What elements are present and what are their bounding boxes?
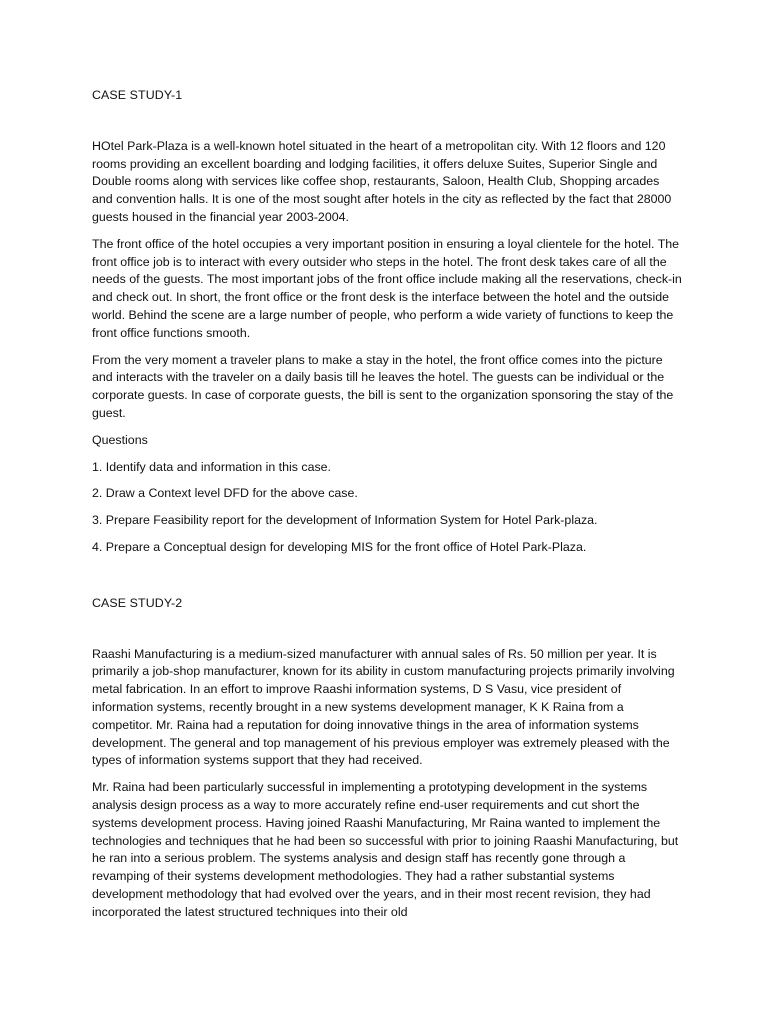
- question-4: 4. Prepare a Conceptual design for developing MIS for the front office of Hotel Park-Plaza.: [92, 539, 587, 554]
- case1-paragraph-3: From the very moment a traveler plans to make a stay in the hotel, the front office comes into the picture and interacts with the traveler on a daily basis till he leaves the hotel. The guests can be individual or the corporate guests. In case of corporate guests, the bill is sent to the organization sponsoring the stay of the guest.: [92, 352, 674, 420]
- case1-paragraph-2: The front office of the hotel occupies a very important position in ensuring a loyal clientele for the hotel. The front office job is to interact with every outsider who steps in the hotel. The front desk takes care of all the needs of the guests. The most important jobs of the front office include making all the reservations, check-in and check out. In short, the front office or the front desk is the interface between the hotel and the outside world. Behind the scene are a large number of people, who perform a wide variety of functions to keep the front office functions smooth.: [92, 236, 682, 340]
- question-2: 2. Draw a Context level DFD for the above case.: [92, 486, 358, 501]
- case2-paragraph-1: Raashi Manufacturing is a medium-sized manufacturer with annual sales of Rs. 50 million per year. It is primarily a job-shop manufacturer, known for its ability in custom manufacturing projects primarily involving metal fabrication. In an effort to improve Raashi information systems, D S Vasu, vice president of information systems, recently brought in a new systems development manager, K K Raina from a competitor. Mr. Raina had a reputation for doing innovative things in the area of information systems development. The general and top management of his previous employer was extremely pleased with the types of information systems support that they had received.: [92, 646, 675, 768]
- question-3: 3. Prepare Feasibility report for the development of Information System for Hotel Park-plaza.: [92, 513, 598, 528]
- question-1: 1. Identify data and information in this case.: [92, 459, 332, 474]
- case-study-2-heading: CASE STUDY-2: [92, 595, 183, 610]
- case2-paragraph-2: Mr. Raina had been particularly successful in implementing a prototyping development in the systems analysis design process as a way to more accurately refine end-user requirements and cut short the systems development process. Having joined Raashi Manufacturing, Mr Raina wanted to implement the technologies and techniques that he had been so successful with prior to joining Raashi Manufacturing, but he ran into a serious problem. The systems analysis and design staff has recently gone through a revamping of their systems development methodologies. They had a rather substantial systems development methodology that had evolved over the years, and in their most recent revision, they had incorporated the latest structured techniques into their old: [92, 780, 679, 919]
- case-study-1-heading: CASE STUDY-1: [92, 88, 183, 102]
- document-page: [92, 87, 682, 930]
- questions-label: Questions: [92, 432, 148, 447]
- case1-paragraph-1: HOtel Park-Plaza is a well-known hotel situated in the heart of a metropolitan city. With 12 floors and 120 rooms providing an excellent boarding and lodging facilities, it offers deluxe Suites, Superior Single and Double rooms along with services like coffee shop, restaurants, Saloon, Health Club, Shopping arcades and convention halls. It is one of the most sought after hotels in the city as reflected by the fact that 28000 guests housed in the financial year 2003-2004.: [92, 138, 672, 224]
